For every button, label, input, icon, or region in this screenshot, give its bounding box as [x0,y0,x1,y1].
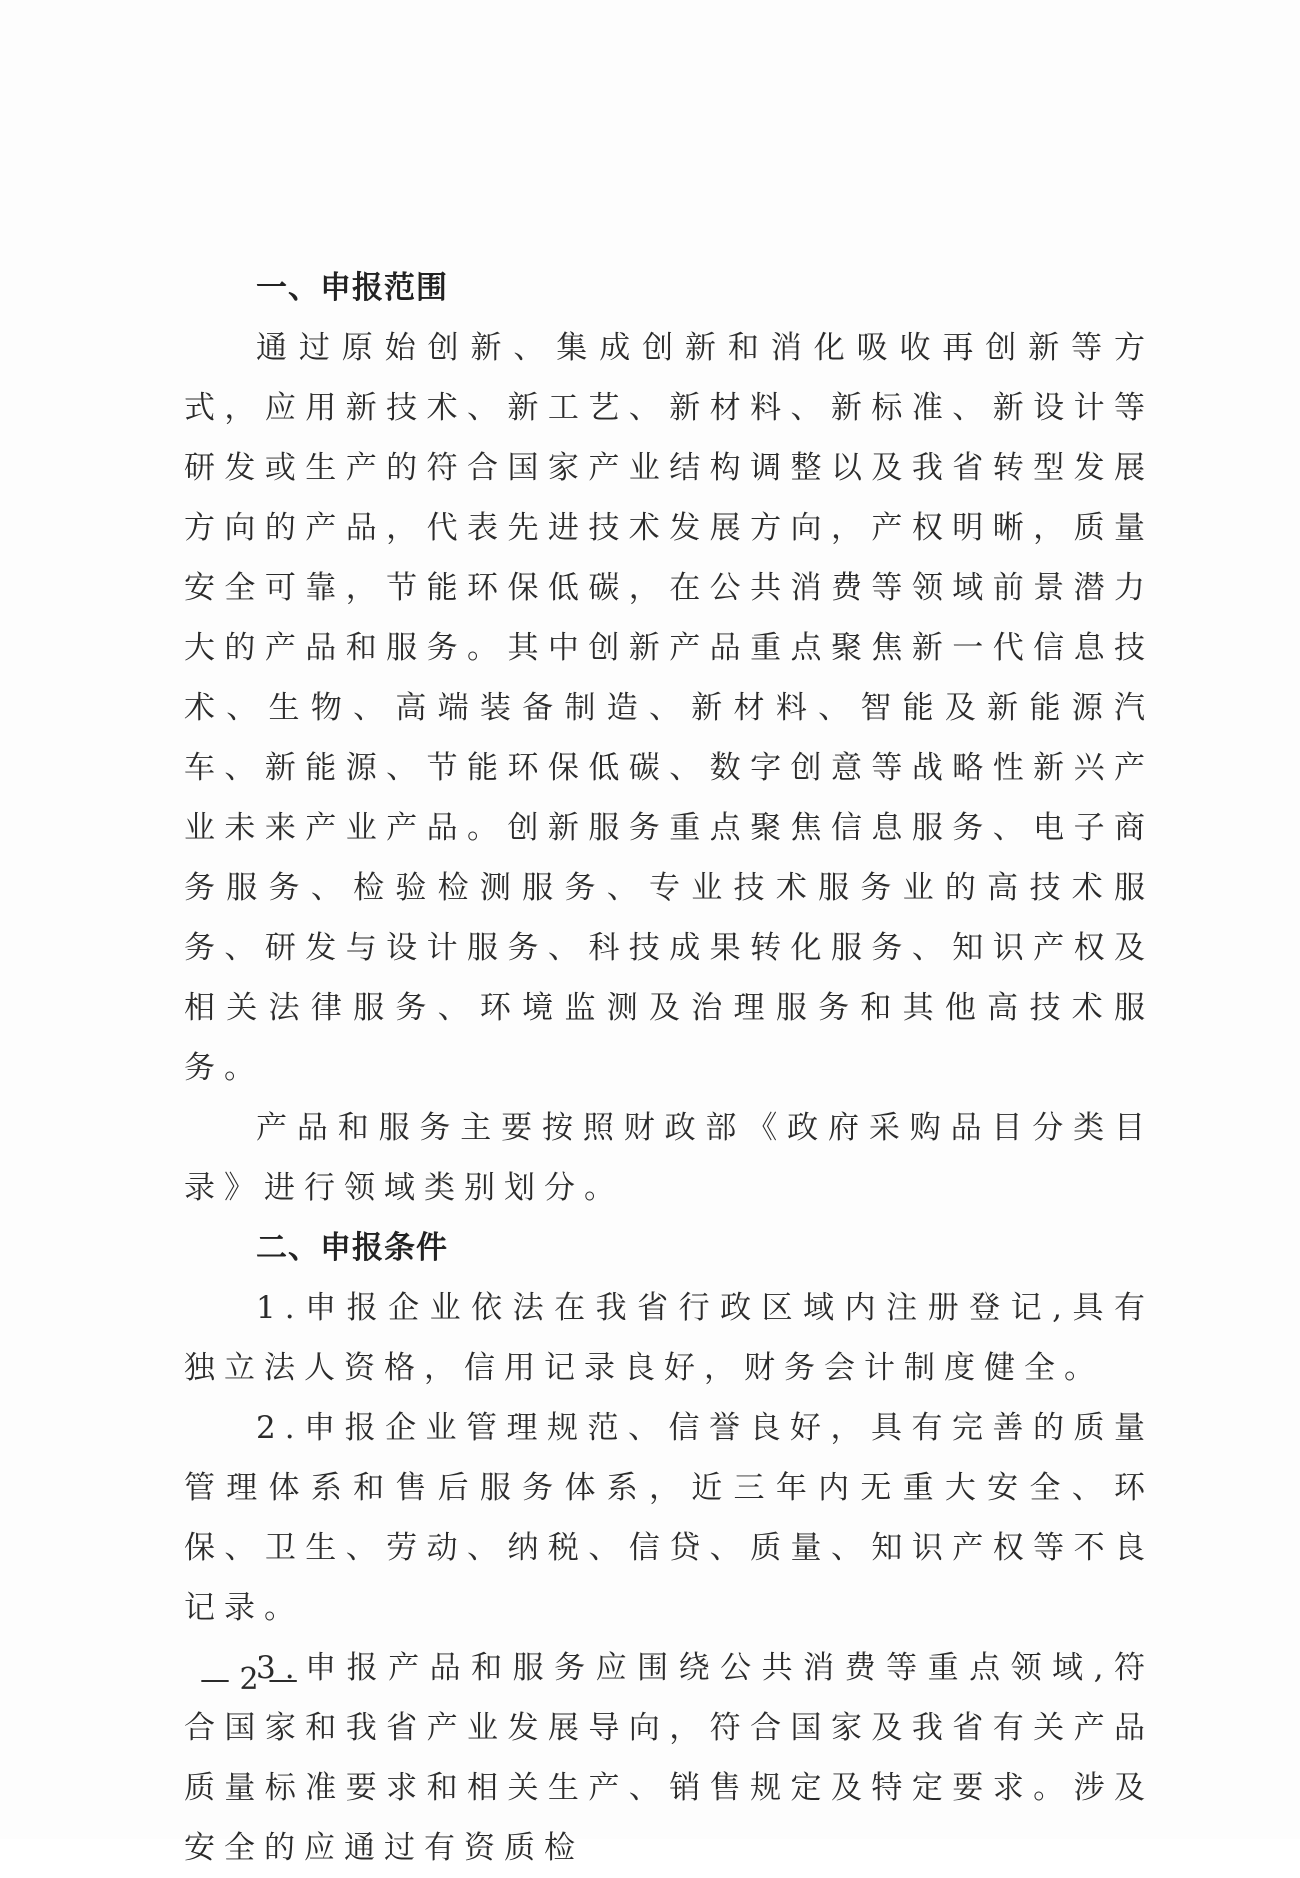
paragraph-condition-1: 1.申报企业依法在我省行政区域内注册登记,具有独立法人资格，信用记录良好，财务会计制度健全。 [184,1290,1154,1386]
paragraph-scope-description: 通过原始创新、集成创新和消化吸收再创新等方式，应用新技术、新工艺、新材料、新标准、新设计等研发或生产的符合国家产业结构调整以及我省转型发展方向的产品，代表先进技术发展方向，产权明晰，质量安全可靠，节能环保低碳，在公共消费等领域前景潜力大的产品和服务。其中创新产品重点聚焦新一代信息技术、生物、高端装备制造、新材料、智能及新能源汽车、新能源、节能环保低碳、数字创意等战略性新兴产业未来产业产品。创新服务重点聚焦信息服务、电子商务服务、检验检测服务、专业技术服务业的高技术服务、研发与设计服务、科技成果转化服务、知识产权及相关法律服务、环境监测及治理服务和其他高技术服务。 [184,330,1154,1086]
section-heading-scope: 一、申报范围 [256,270,448,306]
page-number: — 2 — [200,1662,299,1697]
document-body [184,258,1154,1878]
section-heading-conditions: 二、申报条件 [256,1230,448,1266]
paragraph-condition-2: 2.申报企业管理规范、信誉良好，具有完善的质量管理体系和售后服务体系，近三年内无重大安全、环保、卫生、劳动、纳税、信贷、质量、知识产权等不良记录。 [184,1410,1154,1626]
paragraph-condition-3: 3.申报产品和服务应围绕公共消费等重点领域,符合国家和我省产业发展导向，符合国家及我省有关产品质量标准要求和相关生产、销售规定及特定要求。涉及安全的应通过有资质检 [184,1650,1154,1866]
paragraph-scope-classification: 产品和服务主要按照财政部《政府采购品目分类目录》进行领域类别划分。 [184,1110,1154,1206]
